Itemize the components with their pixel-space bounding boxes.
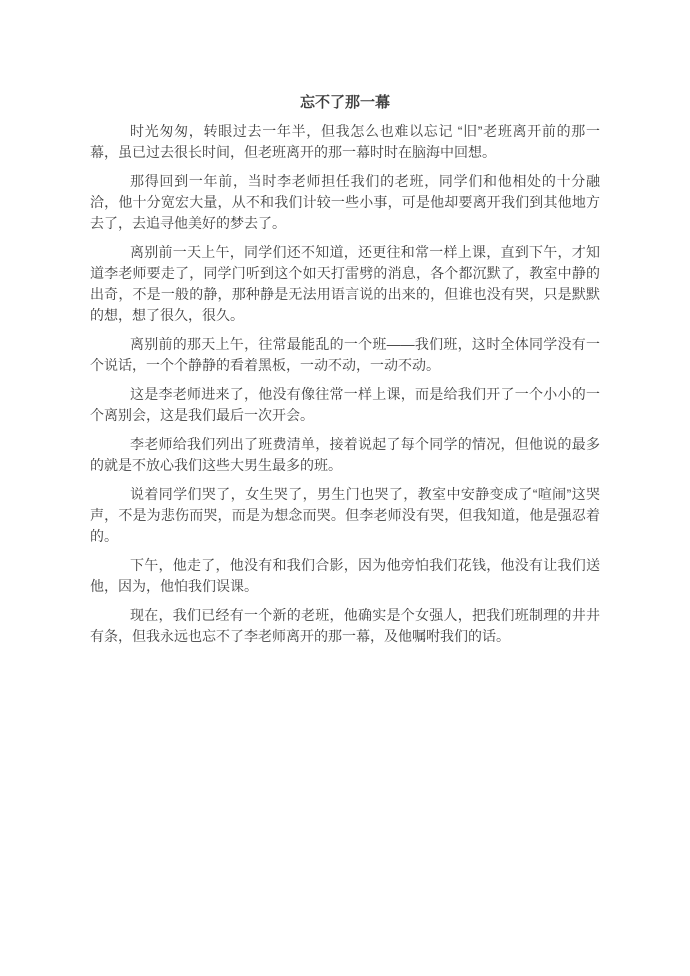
paragraph: 这是李老师进来了，他没有像往常一样上课，而是给我们开了一个小小的一个离别会，这是我们最后一次开会。 (90, 386, 600, 423)
paragraph: 离别前一天上午，同学们还不知道，还更往和常一样上课，直到下午，才知道李老师要走了，同学门听到这个如天打雷劈的消息，各个都沉默了，教室中静的出奇，不是一般的静，那种静是无法用语言说的出来的，但谁也没有哭，只是默默的想，想了很久，很久。 (90, 244, 600, 323)
paragraph: 下午，他走了，他没有和我们合影，因为他旁怕我们花钱，他没有让我们送他，因为，他怕我们误课。 (90, 557, 600, 594)
paragraph: 现在，我们已经有一个新的老班，他确实是个女强人，把我们班制理的井井有条，但我永远也忘不了李老师离开的那一幕，及他嘱咐我们的话。 (90, 607, 600, 644)
paragraph: 离别前的那天上午，往常最能乱的一个班——我们班，这时全体同学没有一个说话，一个个静静的看着黑板，一动不动，一动不动。 (90, 336, 600, 373)
document-body (90, 121, 600, 647)
paragraph: 那得回到一年前，当时李老师担任我们的老班，同学们和他相处的十分融洽，他十分宽宏大量，从不和我们计较一些小事，可是他却要离开我们到其他地方去了，去追寻他美好的梦去了。 (90, 173, 600, 231)
paragraph: 时光匆匆，转眼过去一年半，但我怎么也难以忘记 “旧”老班离开前的那一幕，虽已过去很长时间，但老班离开的那一幕时时在脑海中回想。 (90, 123, 600, 160)
paragraph: 说着同学们哭了，女生哭了，男生门也哭了，教室中安静变成了“喧闹”这哭声，不是为悲伤而哭，而是为想念而哭。但李老师没有哭，但我知道，他是强忍着的。 (90, 486, 600, 544)
paragraph: 李老师给我们列出了班费清单，接着说起了每个同学的情况，但他说的最多的就是不放心我们这些大男生最多的班。 (90, 436, 600, 473)
document-title: 忘不了那一幕 (299, 94, 390, 111)
